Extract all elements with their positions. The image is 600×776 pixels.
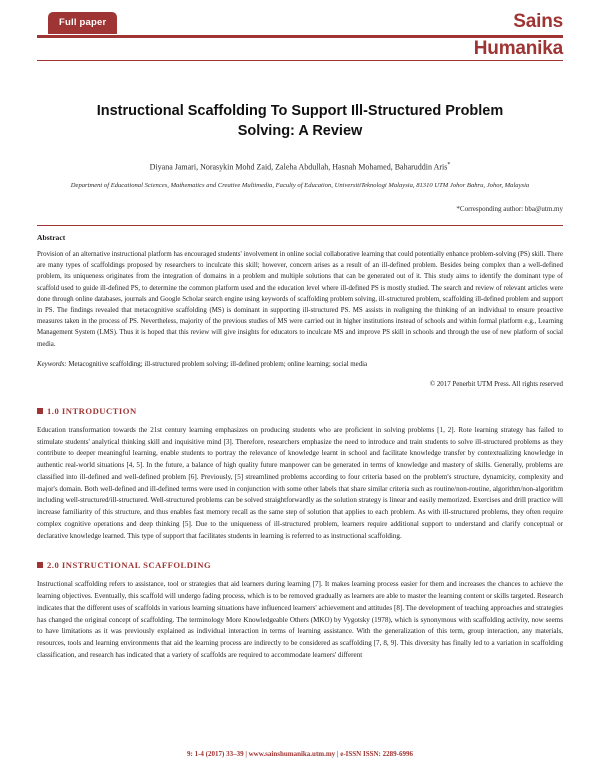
section-introduction [37,406,563,543]
keywords-line [37,359,563,370]
paragraph: Instructional scaffolding refers to assistance, tool or strategies that aid learners during learning [7]. It makes learning process easier for them and increases the chances to achieve the learning objectives. Eventually, this scaffold will undergo fading process, which is to be removed gradually as learners are able to master the learning content or skills targeted. Research indicates that the different uses of scaffolds in various learning situations have influenced learners' achievement and attitudes [8]. The development of teaching approaches and strategies has changed the original concept of scaffolding. The terminology More Knowledgeable Others (MKO) by Vygotsky (1978), which is synonymous with scaffolding activity, now seems to have limitations as it was previously explained as individual interaction in terms of learning assistance. With the generalization of this term, group interaction, any materials, resources, tools and learning environments that aid the learning process are indirectly to be considered as scaffolding [7, 8, 9]. This diversity has finally led to a variation in scaffolding classification, and research has indicated that a variety of scaffolds are required to accommodate learners' different [37,580,563,659]
author-names: Diyana Jamari, Norasykin Mohd Zaid, Zaleha Abdullah, Hasnah Mohamed, Baharuddin Aris [149,162,448,172]
section-heading-label: 1.0 INTRODUCTION [47,405,137,416]
section-heading-label: 2.0 INSTRUCTIONAL SCAFFOLDING [47,560,212,571]
abstract-top-rule [37,225,563,226]
section-body-introduction [37,425,563,543]
page-title: Instructional Scaffolding To Support Ill-Structured Problem Solving: A Review [96,103,504,139]
full-paper-badge: Full paper [48,12,117,34]
corresponding-author: *Corresponding author: bba@utm.my [456,205,563,213]
masthead [37,0,563,84]
journal-title-humanika: Humanika [473,37,563,59]
copyright-line: © 2017 Penerbit UTM Press. All rights reserved [429,380,563,388]
abstract-section [37,225,563,388]
masthead-rule-thin [37,60,563,62]
abstract-label: Abstract [37,233,66,242]
author-superscript: * [447,162,451,169]
paragraph: Education transformation towards the 21st century learning emphasizes on producing students who are proficient in solving problems [1, 2]. Rote learning strategy has failed to stimulate students' analytical thinking skill and inquisitive mind [3]. Therefore, researchers emphasize the need to introduce and train students to solve ill-structured problems as they contribute to deeper meaningful learning, enable students to portray the relevance of knowledge learnt in school and facilitate knowledge transfer by contextualizing knowledge in authentic real-world situations [4, 5]. In the future, a balance of high quality future manpower can be generated in terms of knowledge and mastery of skills. Generally, problems are classified into ill-defined and well-defined problem [6]. Previously, [5] streamlined problems according to four criteria based on the problem's structure, dynamicity, complexity and major's domain. Both well-defined and ill-defined terms were used in conjunction with some other labels that share similar criteria such as routine/non-routine, algorithm/non-algorithm including well-structured/ill-structured. Well-structured problems can be solved straightforwardly as the solution strategy is linear and easily memorized. Exercises and drill practice will increase familiarity of this structure, and thus enables fast memory recall as the same step of solution that applies to each problem. As with ill-structured problems, they often require complex cognitive operations and deep thinking [5]. Due to the uniqueness of ill-structured problem, learners require additional support to understand and clarify conceptual or declarative knowledge learned. This type of support that facilitates students in learning is referred to as instructional scaffolding. [37,425,563,540]
affiliation: Department of Educational Sciences, Mathematics and Creative Multimedia, Faculty of Education, UniversitiTeknologi Malaysia, 81310 UTM Johor Bahru, Johor, Malaysia [70,181,530,189]
square-bullet-icon [37,562,43,568]
section-instructional-scaffolding [37,560,563,661]
section-heading-introduction [37,406,563,416]
journal-title-sains: Sains [513,11,563,32]
keywords-value: Metacognitive scaffolding; ill-structured problem solving; ill-defined problem; online learning; social media [68,360,368,368]
footer-citation: 9: 1-4 (2017) 33–39 | www.sainshumanika.utm.my | e-ISSN ISSN: 2289-6996 [187,750,413,758]
author-list [37,162,563,172]
abstract-body: Provision of an alternative instructional platform has encouraged students' involvement in online social collaborative learning that could potentially enhance problem-solving (PS) skill. There are many types of scaffoldings proposed by researchers to inculcate this skill; however, concern arises as a result of an ill-defined problem. Besides being complex than a well-defined problem, its uniqueness originates from the integration of domains in a problem and multiple solutions that can be generated out of it. This study aims to identify the dominant type of scaffold used to guide ill-defined PS, to determine the common platform used and the education level where ill-defined PS is mostly studied. The search and review of relevant articles were done through online databases, journals and Google Scholar search engine using keywords of scaffolding problem solving, ill-structured problem, scaffolding ill-defined problem and support in PS. The findings revealed that metacognitive scaffolding (MS) is dominant in supporting ill-structured PS. MS assists in realigning the thinking of an individual to ensure proactive measures taken in the process of PS. Nevertheless, majority of the previous studies of MS were carried out in higher institutions instead of schools and within formal platform e.g., Learning Management System (LMS). Thus it is hoped that this review will give insights for educators to inculcate MS and improve PS skill in schools and through the use of new platform of social media. [37,251,563,348]
keywords-label: Keywords: [37,360,67,368]
full-paper-badge-container [48,12,117,34]
square-bullet-icon [37,408,43,414]
section-body-instructional-scaffolding [37,579,563,661]
section-heading-instructional-scaffolding [37,560,563,570]
